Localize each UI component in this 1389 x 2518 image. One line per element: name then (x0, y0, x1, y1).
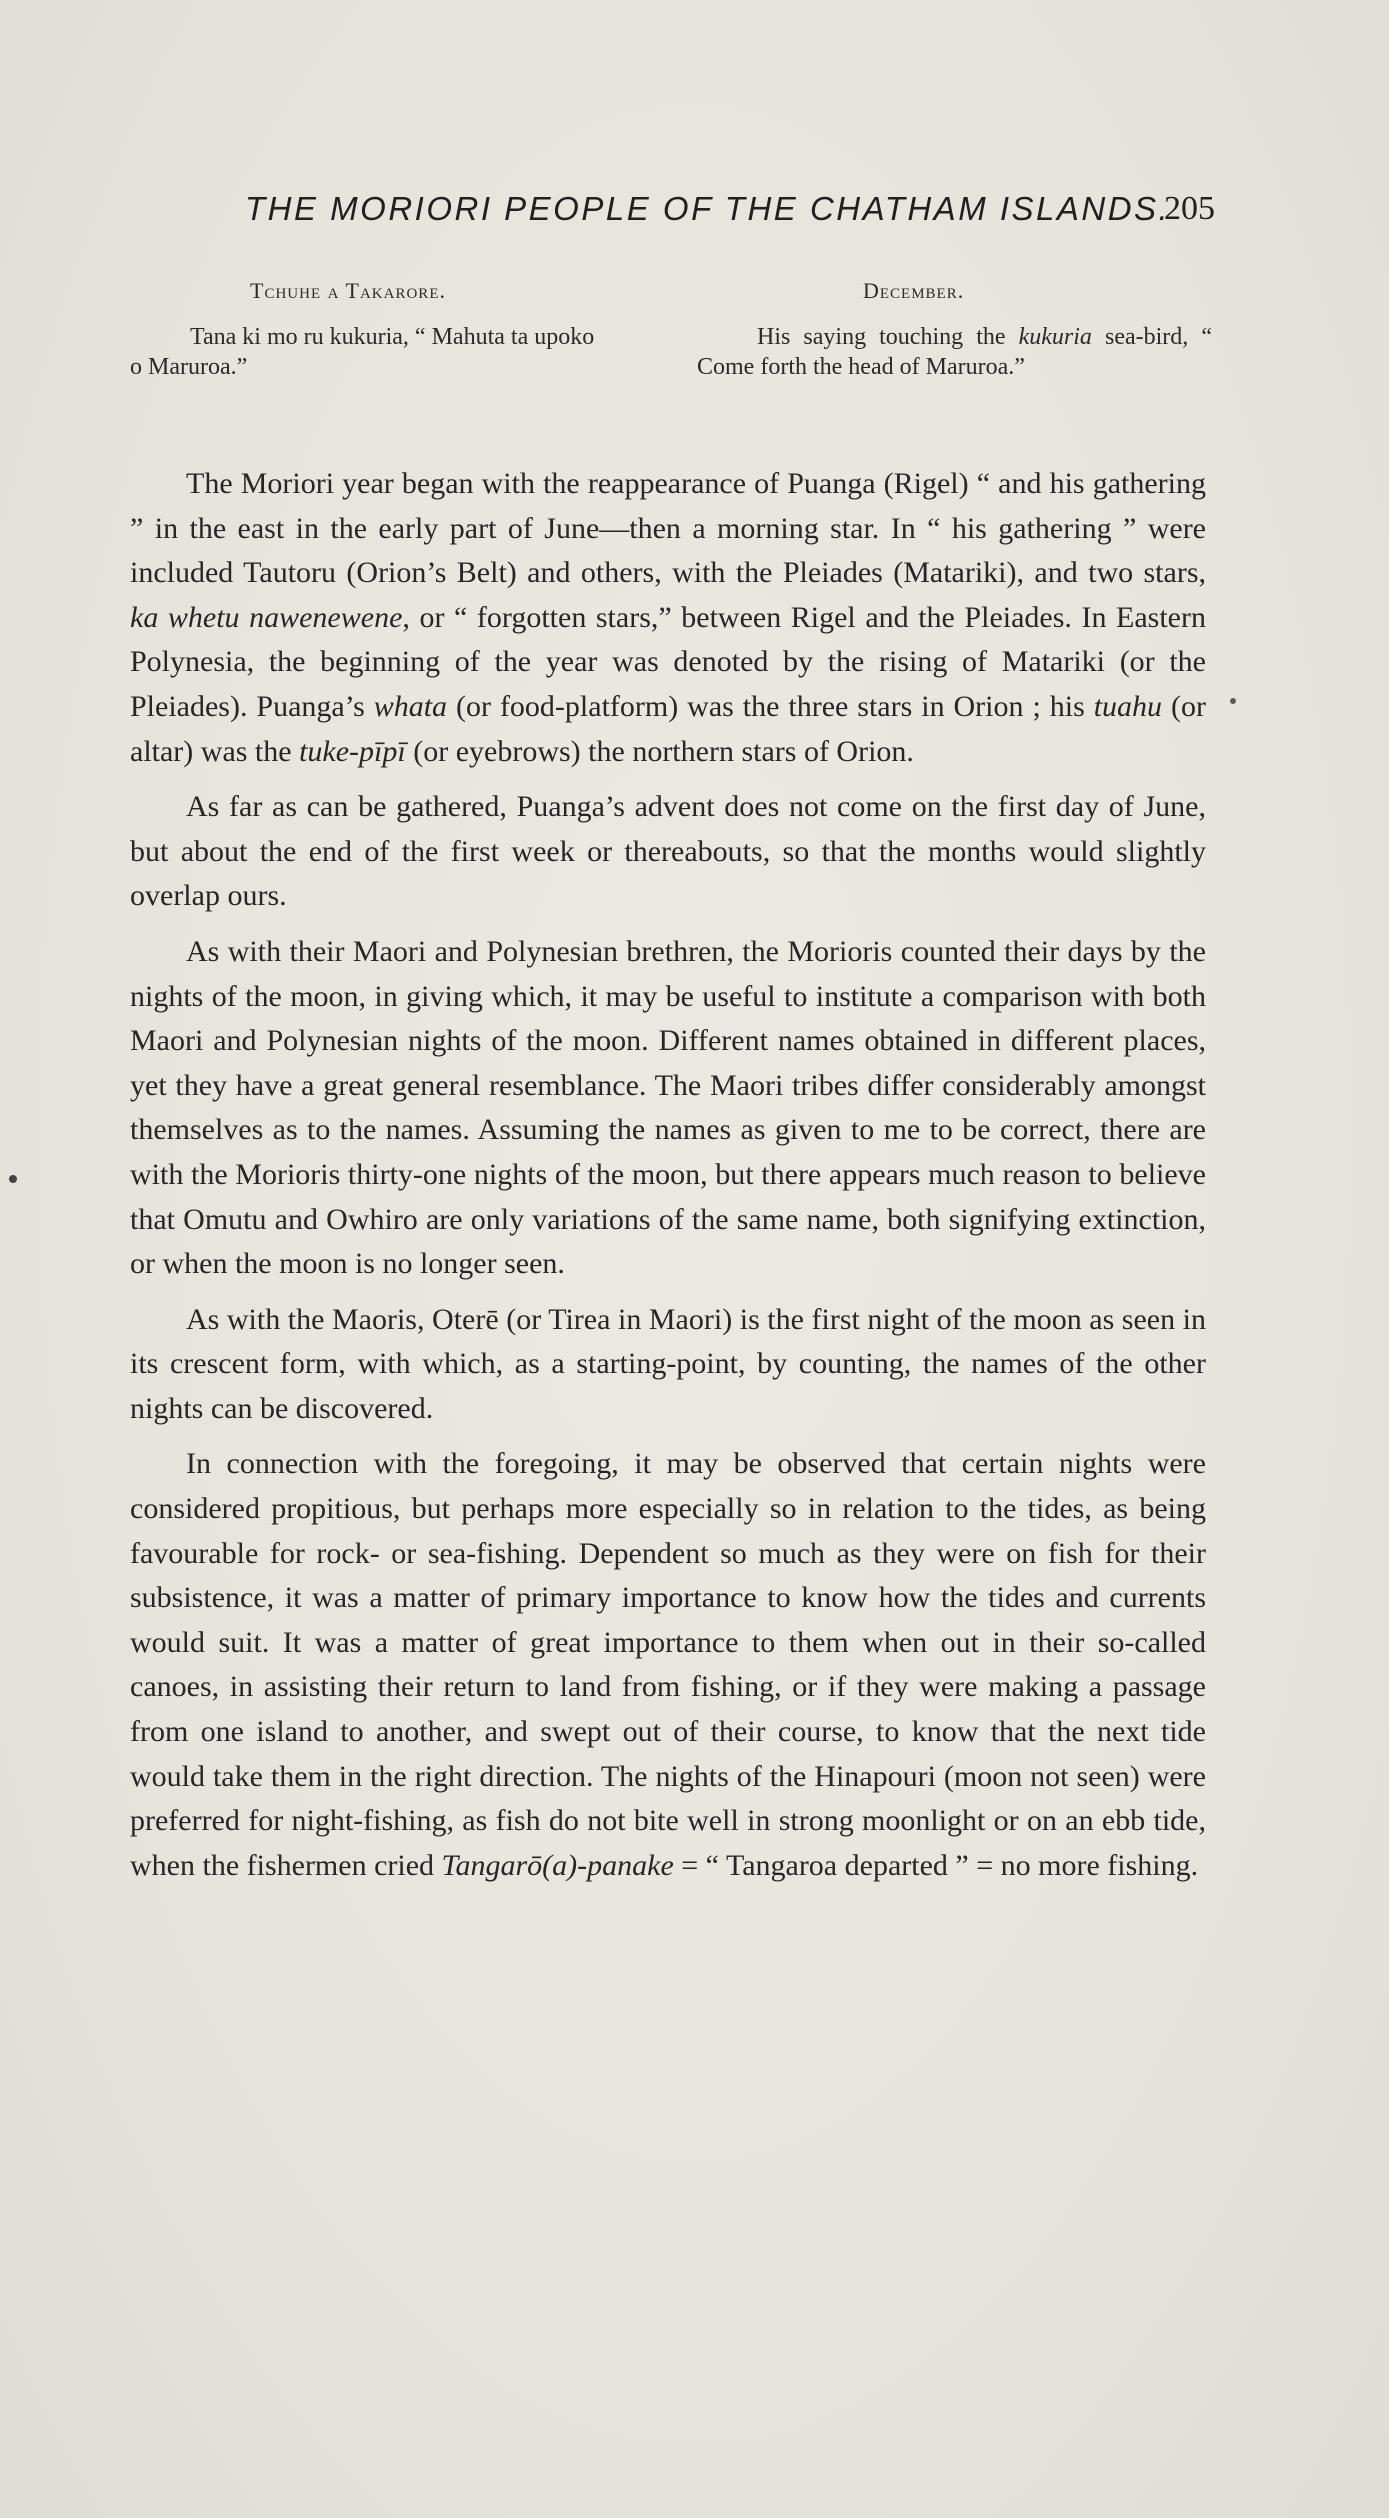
margin-speck (1230, 698, 1236, 704)
text-run: (or altar) was the (130, 689, 1206, 768)
english-translation (697, 322, 1212, 382)
text-run: (or eyebrows) the northern stars of Orion. (405, 734, 914, 768)
text-run: = “ Tangaroa departed ” = no more fishing. (673, 1848, 1199, 1882)
running-head (245, 190, 1215, 234)
translation-part: His saying touching the (757, 324, 1019, 350)
left-column-heading: Tchuhe a Takarore. (250, 278, 446, 303)
paragraph-tides-fishing (130, 1442, 1206, 1888)
italic-term: tuahu (1093, 689, 1163, 723)
text-run: In connection with the foregoing, it may be observed that certain nights were considered propitious, but perhaps more especially so in relation to the tides, as being favourable for rock- or sea-fishing. Dependent so much as they were on fish for their subsistence, it was a matter of primary importance to know how the tides and currents would suit. It was a matter of great importance to them when out in their so-called canoes, in assisting their return to land from fishing, or if they were making a passage from one island to another, and swept out of their course, to know that the next tide would take them in the right direction. The nights of the Hinapouri (moon not seen) were preferred for night-fishing, as fish do not bite well in strong moonlight or on an ebb tide, when the fishermen cried (130, 1447, 1206, 1882)
running-title: THE MORIORI PEOPLE OF THE CHATHAM ISLANDS. (245, 190, 1171, 227)
page-number: 205 (1164, 190, 1215, 227)
translation-part: sea-bird, “ Come forth the head of Maruroa.” (697, 324, 1212, 380)
translation-italic-term: kukuria (1018, 324, 1092, 350)
text-run: (or food-platform) was the three stars in Orion ; his (447, 689, 1094, 723)
paragraph-moriori-year (130, 462, 1206, 774)
italic-term: ka whetu nawenewene (130, 600, 403, 634)
moriori-text: Tana ki mo ru kukuria, “ Mahuta ta upoko o Maruroa.” (130, 324, 595, 380)
italic-term: Tangarō(a)-panake (441, 1848, 674, 1882)
paragraph-nights-of-moon: As with their Maori and Polynesian brethren, the Morioris counted their days by the nights of the moon, in giving which, it may be useful to institute a comparison with both Maori and Polynesian nights of the moon. Different names obtained in different places, yet they have a great general resemblance. The Maori tribes differ considerably amongst themselves as to the names. Assuming the names as given to me to be correct, there are with the Morioris thirty-one nights of the moon, but there appears much reason to believe that Omutu and Owhiro are only variations of the same name, both signifying extinction, or when the moon is no longer seen. (130, 934, 1206, 1281)
italic-term: tuke-pīpī (299, 734, 406, 768)
body-text (130, 462, 1206, 1899)
paragraph-otere: As with the Maoris, Oterē (or Tirea in Maori) is the first night of the moon as seen in its crescent form, with which, as a starting-point, by counting, the names of the other nights can be discovered. (130, 1302, 1206, 1425)
paragraph-puanga-advent: As far as can be gathered, Puanga’s advent does not come on the first day of June, but about the end of the first week or thereabouts, so that the months would slightly overlap ours. (130, 790, 1206, 913)
margin-speck (9, 1175, 17, 1183)
text-run: , or “ forgotten stars,” between Rigel and the Pleiades. In Eastern Polynesia, the beginning of the year was denoted by the rising of Matariki (or the Pleiades). Puanga’s (130, 600, 1206, 723)
italic-term: whata (373, 689, 448, 723)
right-column-heading: December. (863, 278, 965, 303)
text-run: The Moriori year began with the reappearance of Puanga (Rigel) “ and his gathering ” in the east in the early part of June—then a morning star. In “ his gathering ” were included Tautoru (Orion’s Belt) and others, with the Pleiades (Matariki), and two stars, (130, 467, 1206, 590)
